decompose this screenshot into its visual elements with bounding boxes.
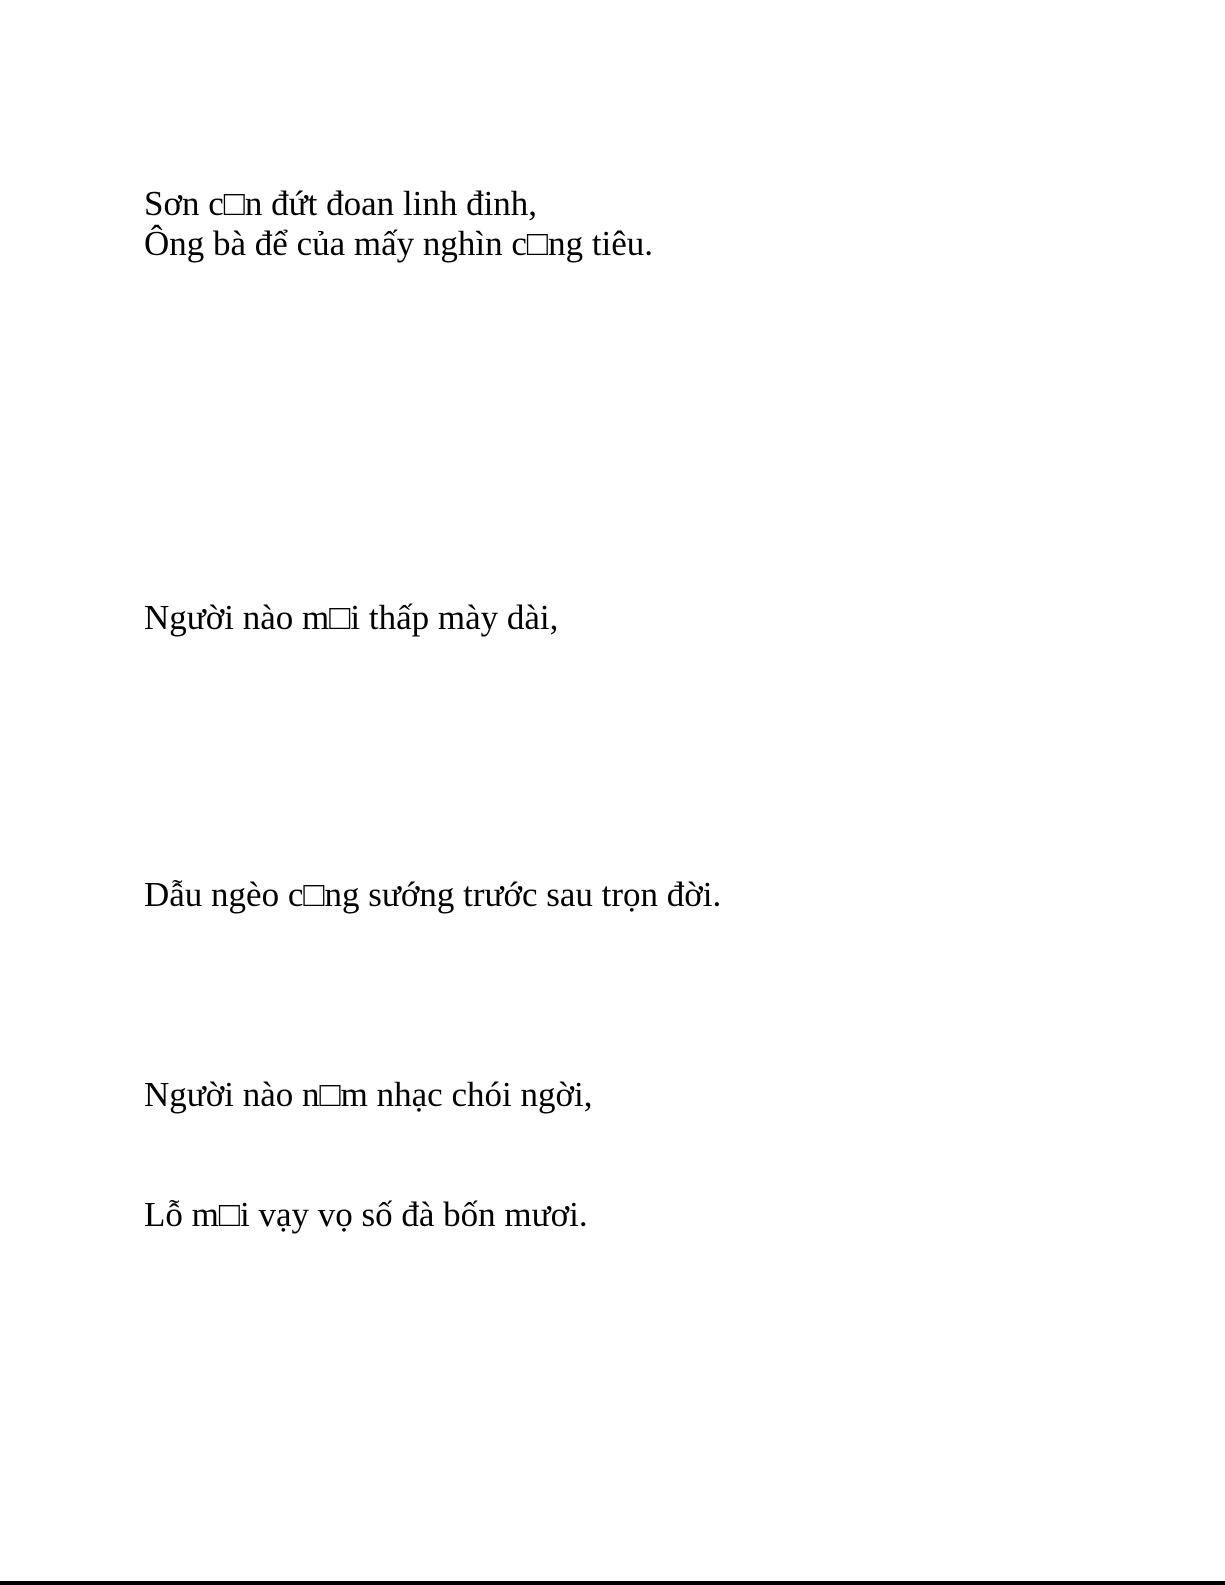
poem-line-1: Sơn c□n đứt đoan linh đinh, <box>144 184 538 223</box>
poem-line-4: Dẫu ngèo c□ng sướng trước sau trọn đời. <box>144 875 722 914</box>
poem-line-3: Người nào m□i thấp mày dài, <box>144 598 559 637</box>
poem-line-2: Ông bà để của mấy nghìn c□ng tiêu. <box>144 224 654 263</box>
page-bottom-border <box>0 1581 1225 1585</box>
poem-line-5: Người nào n□m nhạc chói ngời, <box>144 1075 593 1114</box>
poem-line-6: Lỗ m□i vạy vọ số đà bốn mươi. <box>144 1195 588 1234</box>
